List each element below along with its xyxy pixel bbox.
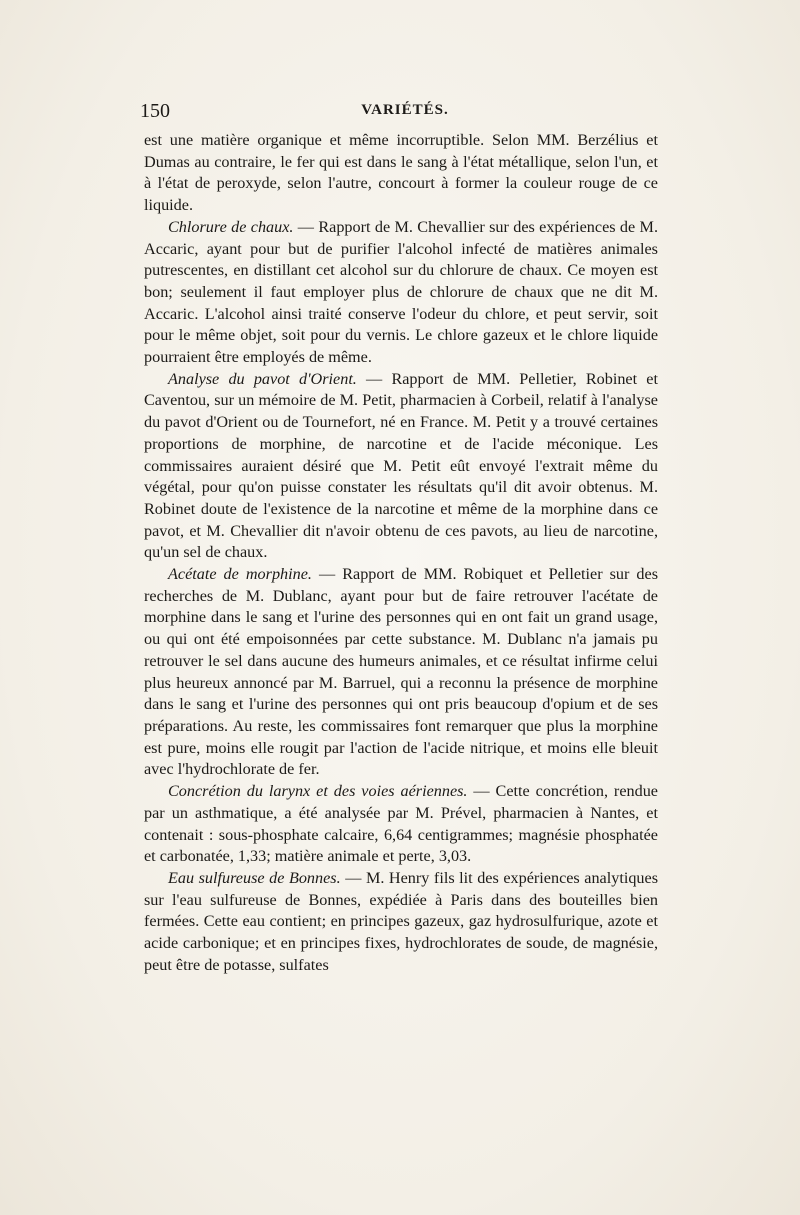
paragraph-text: — Rapport de MM. Pelletier, Robinet et Caventou, sur un mémoire de M. Petit, pharmacien à Corbeil, relatif à l'analyse du pavot d'Orient ou de Tournefort, né en France. M. Petit y a trouvé certaines proportions de morphine, de narcotine et de l'acide méconique. Les commissaires auraient désiré que M. Petit eût envoyé l'extrait même du végétal, pour qu'on puisse constater les résultats qu'il dit avoir obtenus. M. Robinet doute de l'existence de la narcotine et même de la morphine dans ce pavot, et M. Chevallier dit n'avoir obtenu de ces pavots, au lieu de narcotine, qu'un sel de chaux. (144, 369, 658, 562)
paragraph-text: — Rapport de M. Chevallier sur des expériences de M. Accaric, ayant pour but de purifier l'alcohol infecté de matières animales putrescentes, en distillant cet alcohol sur du chlorure de chaux. Ce moyen est bon; seulement il faut employer plus de chlorure de chaux que ne dit M. Accaric. L'alcohol ainsi traité conserve l'odeur du chlore, et peut servir, soit pour le même objet, soit pour du vernis. Le chlore gazeux et le chlore liquide pourraient être employés de même. (144, 217, 658, 367)
page-number: 150 (140, 100, 170, 122)
paragraph-heading: Concrétion du larynx et des voies aériennes. (168, 782, 468, 801)
paragraph-heading: Eau sulfureuse de Bonnes. (168, 868, 341, 887)
paragraph-chlorure-de-chaux (144, 217, 658, 369)
running-head: VARIÉTÉS. (361, 102, 449, 118)
paragraph-heading: Analyse du pavot d'Orient. (168, 369, 357, 388)
paragraph-text: — Cette concrétion, rendue par un asthmatique, a été analysée par M. Prével, pharmacien à Nantes, et contenait : sous-phosphate calcaire, 6,64 centigrammes; magnésie phosphatée et carbonatée, 1,33; matière animale et perte, 3,03. (144, 782, 658, 866)
body-text (144, 130, 658, 976)
paragraph-eau-sulfureuse (144, 868, 658, 977)
page-header (140, 100, 670, 124)
paragraph-concretion-larynx (144, 781, 658, 868)
paragraph-continuation (144, 130, 658, 217)
paragraph-text: est une matière organique et même incorruptible. Selon MM. Berzélius et Dumas au contraire, le fer qui est dans le sang à l'état métallique, selon l'un, et à l'état de peroxyde, selon l'autre, concourt à former la couleur rouge de ce liquide. (144, 131, 658, 215)
paragraph-text: — M. Henry fils lit des expériences analytiques sur l'eau sulfureuse de Bonnes, expédiée à Paris dans des bouteilles bien fermées. Cette eau contient; en principes gazeux, gaz hydrosulfurique, azote et acide carbonique; et en principes fixes, hydrochlorates de soude, de magnésie, peut être de potasse, sulfates (144, 868, 659, 974)
paragraph-heading: Acétate de morphine. (168, 565, 312, 584)
paragraph-heading: Chlorure de chaux. (168, 217, 294, 236)
paragraph-pavot-orient (144, 369, 658, 564)
paragraph-text: — Rapport de MM. Robiquet et Pelletier sur des recherches de M. Dublanc, ayant pour but de faire retrouver l'acétate de morphine dans le sang et l'urine des personnes qui en ont fait un grand usage, ou qui ont été empoisonnées par cette substance. M. Dublanc n'a jamais pu retrouver le sel dans aucune des humeurs animales, et ce résultat infirme celui plus heureux annoncé par M. Barruel, qui a reconnu la présence de morphine dans le sang et l'urine des personnes qui ont pris beaucoup d'opium et de ses préparations. Au reste, les commissaires font remarquer que plus la morphine est pure, moins elle rougit par l'action de l'acide nitrique, et moins elle bleuit avec l'hydrochlorate de fer. (144, 565, 658, 779)
paragraph-acetate-morphine (144, 564, 658, 781)
